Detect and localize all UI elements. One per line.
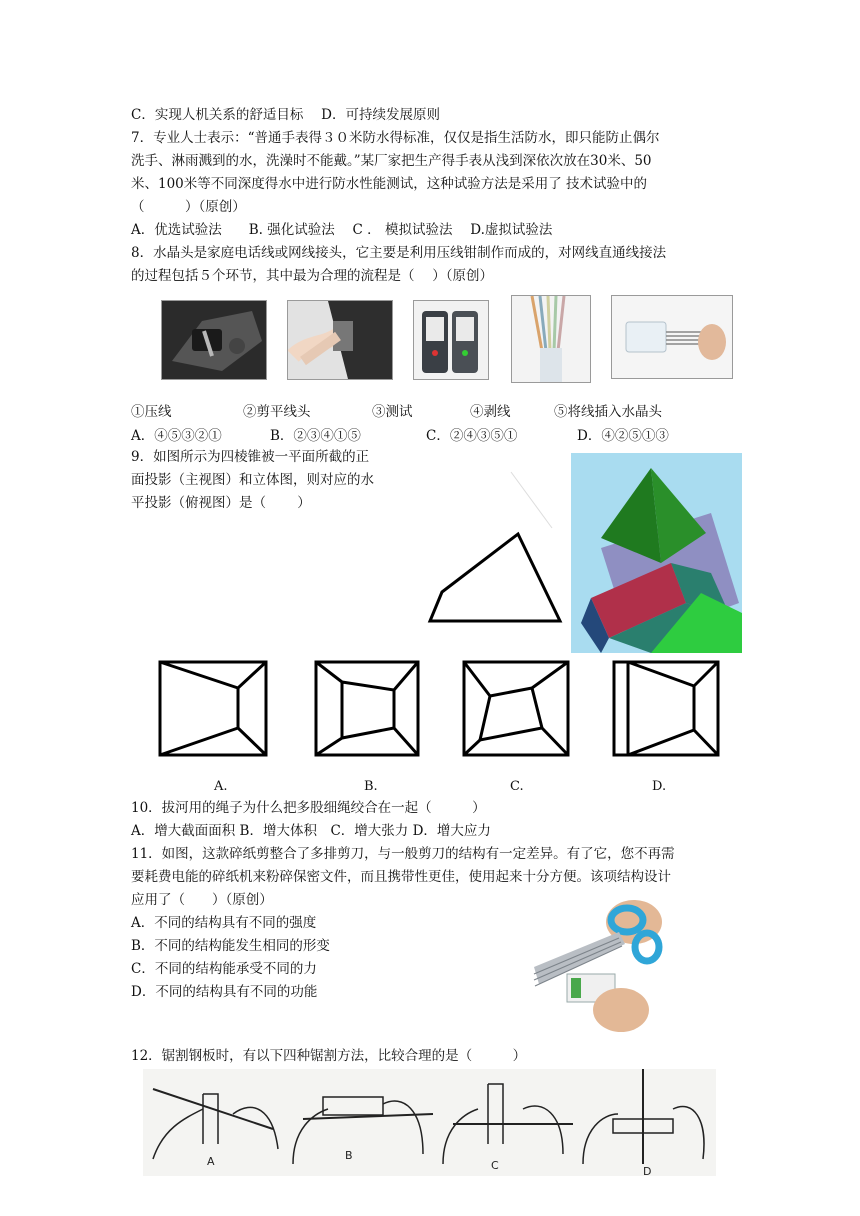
q10-options: A．增大截面面积 B．增大体积 C．增大张力 D．增大应力 (131, 823, 491, 839)
q12-figure-label-d: D (643, 1165, 652, 1176)
q12-figure-label-c: C (491, 1159, 499, 1172)
q7-stem-line4: （ ）（原创） (131, 199, 246, 215)
q9-front-view-figure (416, 466, 574, 636)
q8-step-4: ④剥线 (470, 404, 511, 420)
q9-stem-line1: 9．如图所示为四棱锥被一平面所截的正 (131, 449, 370, 465)
q9-option-b-label: B. (364, 779, 378, 794)
q12-figure-label-a: A (207, 1155, 215, 1168)
q8-option-b: B．②③④①⑤ (270, 428, 361, 444)
cable-tester-photo (413, 300, 489, 380)
q11-stem-line1: 11．如图，这款碎纸剪整合了多排剪刀，与一般剪刀的结构有一定差异。有了它，您不再需 (131, 846, 675, 862)
rj45-connector-photo (611, 295, 733, 379)
q7-options: A．优选试验法 B. 强化试验法 C ． 模拟试验法 D.虚拟试验法 (131, 222, 553, 238)
q8-step-2: ②剪平线头 (243, 404, 311, 420)
q8-step-5: ⑤将线插入水晶头 (554, 404, 662, 420)
stripped-wire-photo (511, 295, 591, 383)
q11-stem-line2: 要耗费电能的碎纸机来粉碎保密文件，而且携带性更佳，使用起来十分方便。该项结构设计 (131, 869, 671, 885)
q11-option-a: A．不同的结构具有不同的强度 (131, 915, 317, 931)
q12-figure-label-b: B (345, 1149, 353, 1162)
q9-3d-figure (571, 453, 742, 653)
q7-stem-line1: 7．专业人士表示：“普通手表得３０米防水得标准，仅仅是指生活防水，即只能防止偶尔 (131, 130, 660, 146)
cut-wire-photo (287, 300, 393, 380)
q7-stem-line2: 洗手、淋雨溅到的水，洗澡时不能戴。”某厂家把生产得手表从浅到深依次放在30米、50 (131, 153, 652, 169)
q9-option-d-figure (612, 660, 720, 757)
shredder-scissors-photo (529, 892, 671, 1038)
q12-stem: 12．锯割钢板时，有以下四种锯割方法，比较合理的是（ ） (131, 1048, 527, 1064)
q9-option-c-label: C. (510, 779, 524, 794)
q8-step-3: ③测试 (372, 404, 413, 420)
q9-stem-line2: 面投影（主视图）和立体图，则对应的水 (131, 472, 374, 488)
q11-stem-line3: 应用了（ ）（原创） (131, 892, 273, 908)
q9-stem-line3: 平投影（俯视图）是（ ） (131, 495, 311, 511)
q9-option-a-figure (158, 660, 268, 757)
q11-option-c: C．不同的结构能承受不同的力 (131, 961, 317, 977)
q8-stem-line2: 的过程包括５个环节，其中最为合理的流程是（ ）（原创） (131, 268, 494, 284)
q9-option-b-figure (314, 660, 420, 757)
crimping-tool-photo (161, 300, 267, 380)
q8-step-1: ①压线 (131, 404, 172, 420)
q6-options-tail: C．实现人机关系的舒适目标 D．可持续发展原则 (131, 107, 440, 123)
q10-stem: 10．拔河用的绳子为什么把多股细绳绞合在一起（ ） (131, 800, 486, 816)
q8-option-d: D．④②⑤①③ (577, 428, 669, 444)
q11-option-d: D．不同的结构具有不同的功能 (131, 984, 318, 1000)
q8-stem-line1: 8．水晶头是家庭电话线或网线接头，它主要是利用压线钳制作而成的，对网线直通线接法 (131, 245, 667, 261)
q9-option-c-figure (462, 660, 570, 757)
q11-option-b: B．不同的结构能发生相同的形变 (131, 938, 330, 954)
q7-stem-line3: 米、100米等不同深度得水中进行防水性能测试，这种试验方法是采用了 技术试验中的 (131, 176, 648, 192)
q9-option-d-label: D. (652, 779, 667, 794)
q12-sawing-methods-figure (143, 1069, 716, 1176)
q8-option-c: C．②④③⑤① (426, 428, 518, 444)
q8-option-a: A．④⑤③②① (131, 428, 222, 444)
q9-option-a-label: A. (214, 779, 228, 794)
